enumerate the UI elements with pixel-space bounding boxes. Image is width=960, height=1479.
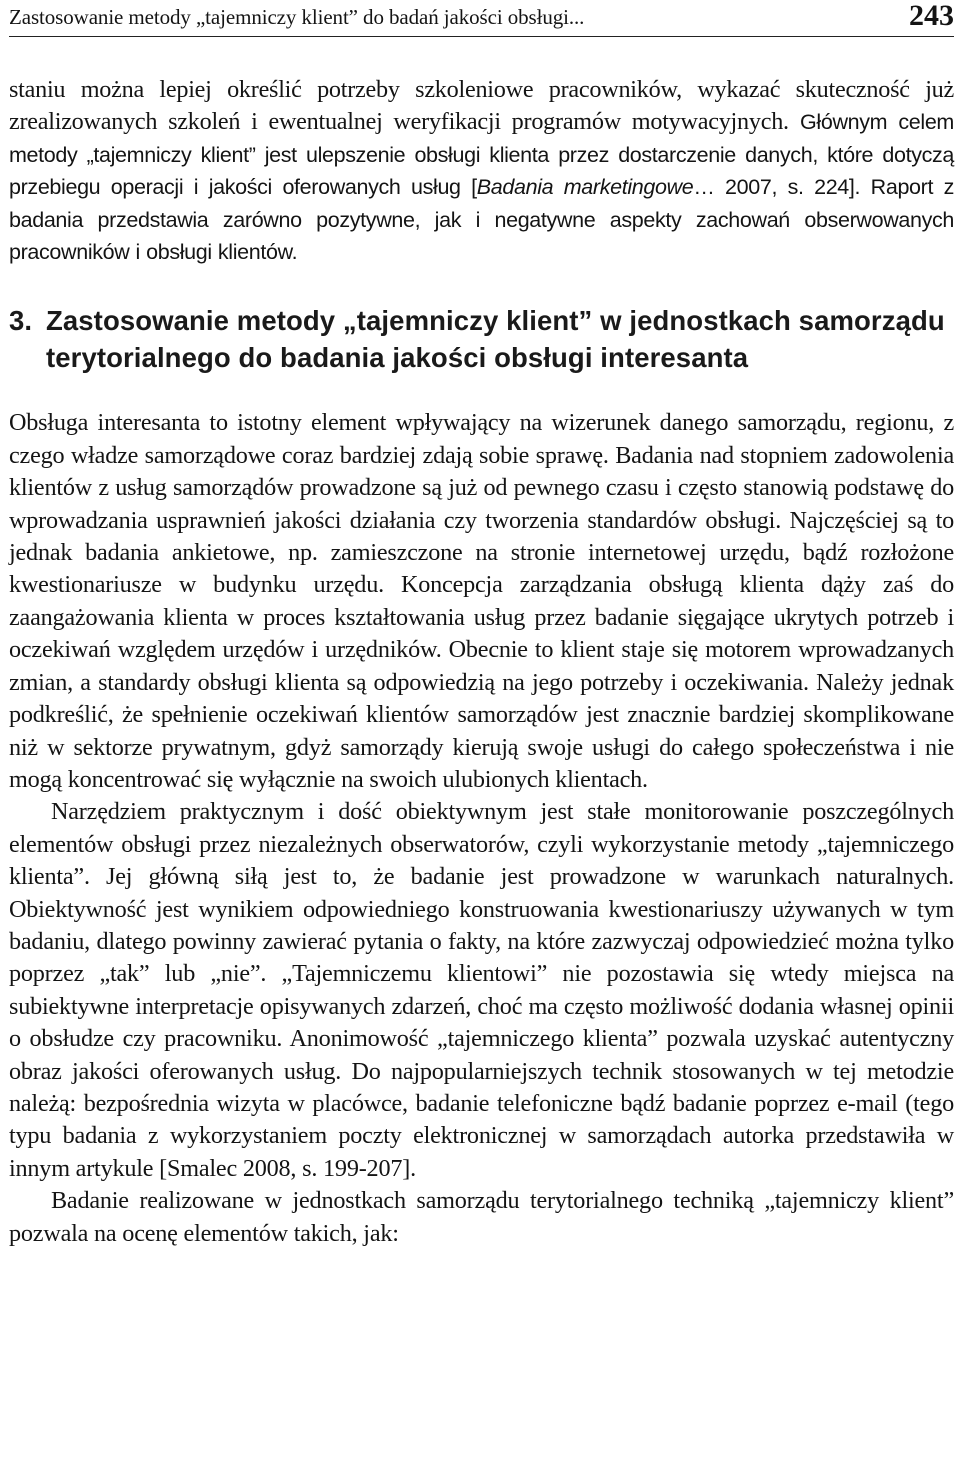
section-number: 3. <box>9 305 33 337</box>
book-page <box>9 0 954 1250</box>
running-title: Zastosowanie metody „tajemniczy klient” do badań jakości obsługi... <box>9 5 585 29</box>
paragraph-1-text-c: … 2007, s. 224]. Raport z badania przedstawia zarówno pozytywne, jak i negatywne aspekty zachowań obserwowanych pracowników i obsługi klientów. <box>9 175 954 265</box>
paragraph-3: Narzędziem praktycznym i dość obiektywnym jest stałe monitorowanie poszczególnych elementów obsługi przez niezależnych obserwatorów, czyli wykorzystanie metody „tajemniczego klienta”. Jej główną siłą jest to, że badanie jest prowadzone w warunkach naturalnych. Obiektywność jest wynikiem odpowiedniego konstruowania kwestionariuszy używanych w tym badaniu, dlatego powinny zawierać pytania o fakty, na które zazwyczaj odpowiedzieć można tylko poprzez „tak” lub „nie”. „Tajemniczemu klientowi” nie pozostawia się wtedy miejsca na subiektywne interpretacje opisywanych zdarzeń, choć ma często możliwość dodania własnej opinii o obsłudze czy pracowniku. Anonimowość „tajemniczego klienta” pozwala uzyskać autentyczny obraz jakości oferowanych usług. Do najpopularniejszych technik stosowanych w tej metodzie należą: bezpośrednia wizyta w placówce, badanie telefoniczne bądź badanie poprzez e-mail (tego typu badania z wykorzystaniem poczty elektronicznej w samorządach autorka przedstawiła w innym artykule [Smalec 2008, s. 199-207]. <box>9 798 954 1182</box>
paragraph-4: Badanie realizowane w jednostkach samorządu terytorialnego techniką „tajemniczy klient” pozwala na ocenę elementów takich, jak: <box>9 1187 954 1247</box>
section-heading <box>9 302 954 376</box>
citation-title: Badania marketingowe <box>476 175 694 200</box>
section-title: Zastosowanie metody „tajemniczy klient” w jednostkach samorządu terytorialnego do badania jakości obsługi interesanta <box>46 305 945 374</box>
paragraph-2: Obsługa interesanta to istotny element wpływający na wizerunek danego samorządu, regionu, z czego władze samorządowe coraz bardziej zdają sobie sprawę. Badania nad stopniem zadowolenia klientów z usług samorządów prowadzone są już od pewnego czasu i często stanowią podstawę do wprowadzania usprawnień jakości działania czy tworzenia standardów obsługi. Najczęściej są to jednak badania ankietowe, np. zamieszczone na stronie internetowej urzędu, bądź rozłożone kwestionariusze w budynku urzędu. Koncepcja zarządzania obsługą klienta dąży zaś do zaangażowania klienta w proces kształtowania usług przez badanie sięgające ukrytych potrzeb i oczekiwań względem urzędów i urzędników. Obecnie to klient staje się motorem wprowadzanych zmian, a standardy obsługi klienta są odpowiedzią na jego potrzeby i oczekiwania. Należy jednak podkreślić, że spełnienie oczekiwań klientów samorządów jest znacznie bardziej skomplikowane niż w sektorze prywatnym, gdyż samorządy kierują swoje usługi do całego społeczeństwa i nie mogą koncentrować się wyłącznie na swoich ulubionych klientach. <box>9 409 954 793</box>
page-number: 243 <box>909 0 954 32</box>
paragraph-continued <box>9 74 954 268</box>
paragraph-1-text-b: Głównym celem metody „tajemniczy klient” jest ulepszenie obsługi klienta przez dostarczenie danych, które dotyczą przebiegu operacji i jakości oferowanych usług [ <box>9 110 954 200</box>
paragraph-1-text-a: staniu można lepiej określić potrzeby szkoleniowe pracowników, wykazać skuteczność już zrealizowanych szkoleń i ewentualnej weryfikacji programów motywacyjnych. <box>9 76 954 136</box>
running-header <box>9 0 954 37</box>
